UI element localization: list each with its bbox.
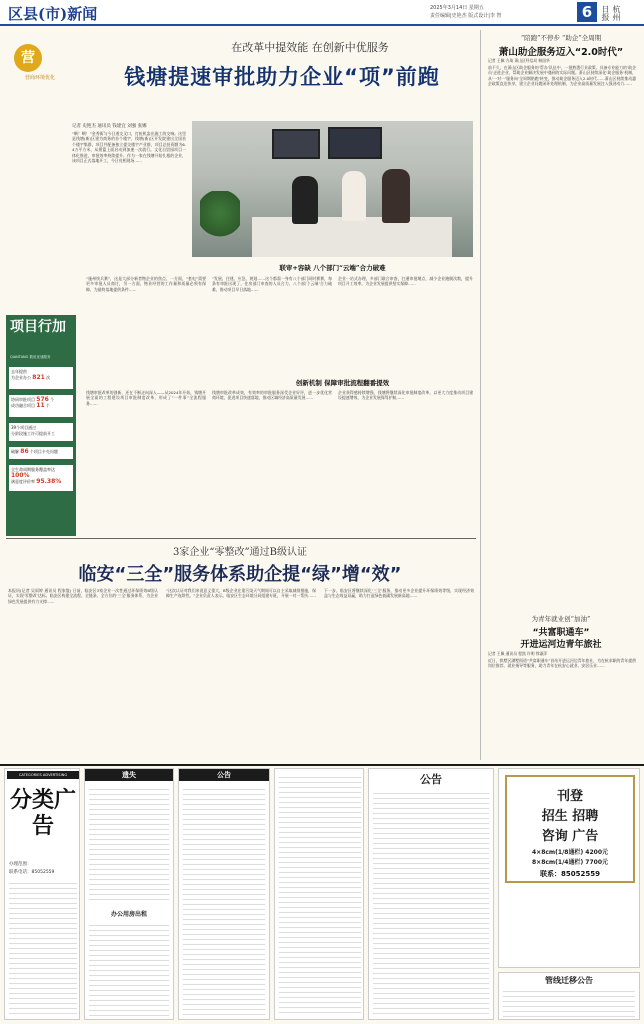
masthead-editors: 责任编辑|史艳杰 版式设计|李 智 bbox=[430, 13, 502, 19]
stat-unit-1: 次 bbox=[46, 375, 51, 380]
stat-label-7: 满意度评价率 bbox=[11, 479, 35, 484]
ad-mid-body bbox=[279, 773, 361, 1017]
photo-monitor-2 bbox=[328, 127, 382, 159]
section-title: 区县(市)新闻 bbox=[8, 5, 98, 23]
ad-col-big-notice bbox=[368, 768, 494, 1020]
stat-row-1 bbox=[9, 367, 73, 389]
stat-num-3: 11 bbox=[36, 402, 45, 409]
middle-headline: 临安“三全”服务体系助企提“绿”增“效” bbox=[78, 564, 402, 585]
photo-person-3 bbox=[382, 169, 410, 223]
badge-label: 营商环境优化 bbox=[24, 75, 55, 81]
ad-col-mid bbox=[274, 768, 364, 1020]
masthead-date: 2025年3月14日 星期五 bbox=[430, 5, 484, 11]
stat-row-2 bbox=[9, 395, 73, 417]
promo-line-1: 刊登 bbox=[556, 789, 583, 804]
classified-contact: 联系电话：85052559 bbox=[9, 870, 55, 875]
middle-kicker: 3家企业“零整改”通过B级认证 bbox=[173, 547, 307, 558]
photo-person-2 bbox=[342, 171, 366, 221]
promo-line-3: 咨询 广告 bbox=[541, 829, 599, 844]
stat-unit-2: 个 bbox=[50, 397, 55, 402]
page-number: 6 bbox=[577, 2, 597, 22]
main-kicker: 在改革中提效能 在创新中优服务 bbox=[231, 41, 389, 54]
ad-col-announce bbox=[178, 768, 270, 1020]
right-body: 前不久，在萧山区助企服务的‘帮办’队伍中，一批熟悉行业政策、具备专业能力的‘助企员’走进企业，帮助企业解决发展中遇到的实际问题。萧山区持续深化‘助企服务’机制，从‘一对一’服务向‘全周期陪跑’转变，推动助企服务迈入2.0时代……萧山区持续推动惠企政策直达快享，建立企业问题闭环处理机制，为企业高质量发展注入强劲动力…… bbox=[488, 65, 636, 87]
paper-name: 杭州日报 bbox=[601, 5, 621, 21]
classified-header bbox=[4, 768, 80, 1020]
stat-row-5 bbox=[9, 465, 73, 491]
ad-office-head: 办公用房出租 bbox=[110, 911, 147, 918]
middle-body-c: 下一步，临安区将继续深化‘三全’服务，推动更多企业提升环保绩效等级，实现经济效益与生态效益双赢，助力打造绿色低碳发展新高地…… bbox=[324, 588, 474, 599]
photo-plant bbox=[200, 191, 240, 246]
stat-label-3: 成功融合项目 bbox=[11, 403, 35, 408]
right-byline-2: 记者 王佩 通讯员 程凯 许明 徐淑萍 bbox=[488, 651, 548, 656]
promo-price-2: 8×8cm(1/4通栏) 7700元 bbox=[532, 859, 608, 866]
stat-label-1: 去年提供 bbox=[11, 369, 27, 374]
stat-value-1: 为企业办公 bbox=[11, 375, 31, 380]
classified-title: 分类广告 bbox=[9, 787, 76, 839]
stat-num-5: 86 bbox=[20, 448, 29, 455]
classified-range: 办理范围： bbox=[9, 862, 32, 867]
stat-unit-5: 个项目卡壳问题 bbox=[29, 449, 58, 454]
stat-num-2: 576 bbox=[36, 396, 49, 403]
masthead bbox=[0, 0, 644, 26]
ad-big-notice-body bbox=[373, 789, 489, 1017]
right-headline: 萧山助企服务迈入“2.0时代” bbox=[498, 47, 624, 58]
ad-lost-head: 遗失 bbox=[85, 769, 173, 781]
photo-desk bbox=[252, 217, 452, 257]
stat-num-7: 95.38% bbox=[36, 478, 62, 485]
ad-lost-body bbox=[89, 785, 169, 903]
main-col-c: 企业一站式办理，多部门联合审查，打通审批堵点，减少企业跑腿次数，提升项目开工效率，为企业发展提供坚实保障…… bbox=[338, 276, 473, 287]
main-headline: 钱塘提速审批助力企业“项”前跑 bbox=[124, 65, 440, 89]
main-col-e: 钱塘审批改革成效，有效率的审批服务深受企业好评，进一步优化营商环境，促进项目快速落地，推动区域经济高质量发展…… bbox=[212, 390, 332, 401]
ad-col-footer-notice bbox=[498, 972, 640, 1020]
main-col-f: 企业获得感持续增强，钱塘将继续深化审批制度改革，以更大力度推动项目建设提速增效，为企业发展保驾护航…… bbox=[338, 390, 473, 401]
middle-body-a: 本报讯(记者 吴雨婷 通讯员 程家俊) 日前，临安区3家企业一次性通过环保绩效B级认证，实现‘零整改’达标。临安区构建全流程、全链条、全方位的‘三全’服务体系，为企业绿色发展提供有力支撑…… bbox=[8, 588, 158, 604]
right-headline-3a: “共富职通车” bbox=[532, 628, 590, 638]
main-byline: 记者 史艳杰 通讯员 钱建宜 刘强 张娜 bbox=[72, 124, 147, 129]
ad-announce-body bbox=[183, 785, 265, 1017]
section-caption-1: 联审+容缺 八个部门“云端”合力破难 bbox=[279, 264, 386, 272]
classified-rule bbox=[0, 764, 644, 766]
main-lead: “啊！啊！”金秀街与今日道交叉口，打桩机轰出施工的交响。这里是钱塘(新)区建为商务的首个楼宇，钱塘(新)区开发院建出全国首个楼宇集群，项目共配备独立提交楼宇产业群，项目总投资额为6.4万平方米，从摇篮上面启动到加速一次就行。文化自贸园项目一体化推进，审批效率持续提升。作为一家在钱塘开始扎根的企业，该项目正式落地开工，今日亮相现场…… bbox=[72, 131, 186, 164]
promo-hotline: 联系：85052559 bbox=[540, 870, 600, 878]
promo-box bbox=[505, 775, 635, 883]
ad-office-body bbox=[89, 921, 169, 1017]
stat-num-6: 100% bbox=[11, 472, 30, 479]
stat-row-3 bbox=[9, 423, 73, 441]
ad-col-lost bbox=[84, 768, 174, 1020]
photo-person-1 bbox=[292, 176, 318, 224]
main-col-d: 钱塘审批改革的创新，还在不断走向深入——从2024年开始，钱塘开展全面的工程建设项目审批制度改革，形成了“一件事”全流程服务…… bbox=[86, 390, 206, 406]
panel-title: 项目行加 bbox=[10, 319, 66, 335]
footer-notice-head: 管线迁移公告 bbox=[545, 975, 593, 985]
right-headline-2: 为青年就业创“加油” bbox=[531, 615, 591, 623]
badge bbox=[10, 42, 70, 86]
promo-line-2: 招生 招聘 bbox=[541, 809, 599, 824]
panel-subtitle: QIANTANG 数说优速服务 bbox=[10, 355, 51, 359]
stat-label-4: 39个项目通过 bbox=[11, 425, 37, 430]
right-kicker: “陪跑”不停步 “助企”全周期 bbox=[520, 34, 602, 42]
stat-label-5: 破解 bbox=[11, 449, 19, 454]
ad-big-notice-head: 公告 bbox=[420, 773, 442, 786]
classified-label-small: CATEGORIES ADVERTISING bbox=[7, 771, 79, 779]
section-caption-2: 创新机制 保障审批流程翻番提效 bbox=[295, 379, 390, 387]
right-headline-3b: 开进运河边青年旅社 bbox=[520, 640, 602, 650]
middle-rule-top bbox=[6, 538, 476, 539]
classified-info bbox=[9, 879, 77, 1017]
stat-row-4 bbox=[9, 447, 73, 459]
badge-icon: 营 bbox=[14, 44, 42, 72]
photo-monitor bbox=[272, 129, 320, 159]
stat-num-1: 821 bbox=[32, 374, 45, 381]
footer-notice-body bbox=[503, 987, 635, 1017]
ad-announce-head: 公告 bbox=[179, 769, 269, 781]
promo-price-1: 4×8cm(1/8通栏) 4200元 bbox=[532, 849, 608, 856]
stat-label-6: 全生命周期服务覆盖率达 bbox=[11, 467, 55, 472]
main-col-b: “发展、住建、应急、规划……这个都需一身有八个部门同时赛赛，每条有审批出现了，住房部门审查的人员合力，八个部门‘云端’合力破难，推动项目早日落地…… bbox=[212, 276, 332, 292]
main-col-a: “施州快兵赛”，这是大部分新者物企业的焦点，一方面，“套电”需要更多审批人员商讨，另一方面，物业经营的工作量和质量必须有保障，为最终落地提供条件…… bbox=[86, 276, 206, 292]
stat-unit-4: 分阶段施工许可提前开工 bbox=[11, 431, 55, 436]
ad-col-promo bbox=[498, 768, 640, 968]
stats-panel bbox=[6, 315, 76, 536]
right-body-2: 近日，拱墅区湖墅街道“共富职通车”首站开进运河边青年旅社，为在杭求职的青年提供岗位推荐、就业指导等服务，助力青年在杭安心就业、安居乐业…… bbox=[488, 658, 636, 669]
column-divider bbox=[480, 30, 481, 760]
stat-label-2: 协同审批项目 bbox=[11, 397, 35, 402]
middle-body-b: “这次认证对我们来说意义重大，B级企业在重污染天气期间可以自主采取减排措施，保障生产连续性。”企业负责人表示。临安区生态环境分局组建专班，开展一对一帮扶…… bbox=[166, 588, 316, 599]
right-byline: 记者 王佩 方琦 萧山区经信局 韩国华 bbox=[488, 58, 550, 63]
main-photo bbox=[192, 121, 473, 257]
stat-unit-3: 个 bbox=[45, 403, 50, 408]
